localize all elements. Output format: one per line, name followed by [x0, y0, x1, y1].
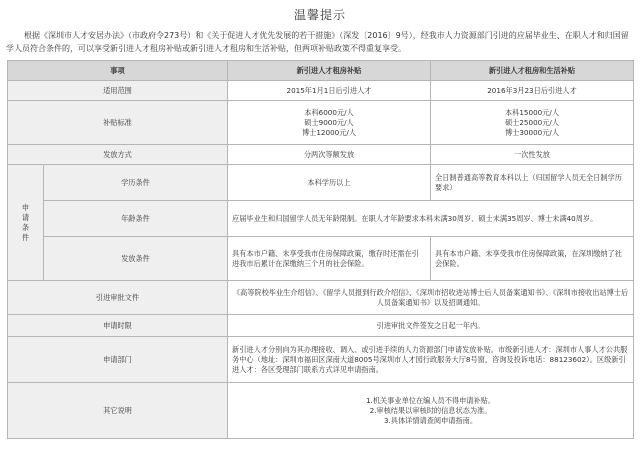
- method-rent-living: 一次性发放: [431, 145, 634, 165]
- row-label-dept: 申请部门: [8, 337, 228, 383]
- standard-rent-living-bachelor: 本科15000元/人: [504, 107, 560, 117]
- standard-rent-master: 硕士9000元/人: [304, 117, 354, 127]
- education-rent-living: 全日制普通高等教育本科以上（归国留学人员无全日制学历要求）: [431, 165, 634, 201]
- table-row-docs: [8, 281, 634, 315]
- row-label-issue: 发放条件: [44, 237, 228, 281]
- table-header-row: [8, 61, 634, 81]
- table-row-issue: [8, 237, 634, 281]
- row-label-docs: 引进审批文件: [8, 281, 228, 315]
- subsidy-table: [7, 60, 634, 439]
- other-item-1: 1.机关事业单位在编人员不得申请补贴。: [365, 395, 496, 405]
- scope-rent: 2015年1月1日后引进人才: [228, 81, 431, 101]
- other-item-2: 2.审核结果以审核时的信息状态为准。: [369, 405, 492, 415]
- header-rent-living-subsidy: 新引进人才租房和生活补贴: [431, 61, 634, 81]
- row-label-age: 年龄条件: [44, 201, 228, 237]
- other-item-3: 3.具体详情请查阅申请指南。: [383, 415, 478, 425]
- standard-rent: [228, 101, 431, 145]
- header-rent-subsidy: 新引进人才租房补贴: [228, 61, 431, 81]
- table-row-standard: [8, 101, 634, 145]
- method-rent: 分两次等额发放: [228, 145, 431, 165]
- issue-rent: 具有本市户籍、未享受我市住房保障政策，缴存时还需在引进我市后累计在深缴纳三个月的社会保险。: [228, 237, 431, 281]
- row-label-education: 学历条件: [44, 165, 228, 201]
- standard-rent-living: [431, 101, 634, 145]
- table-row-age: [8, 201, 634, 237]
- standard-rent-living-master: 硕士25000元/人: [504, 117, 560, 127]
- time-text: 引进审批文件签发之日起一年内。: [228, 315, 634, 337]
- row-label-other: 其它说明: [8, 383, 228, 439]
- education-rent: 本科学历以上: [228, 165, 431, 201]
- table-row-education: [8, 165, 634, 201]
- row-label-conditions: 申请条件: [8, 165, 44, 281]
- issue-rent-living: 具有本市户籍、未享受我市住房保障政策，在深圳缴纳了社会保险。: [431, 237, 634, 281]
- standard-rent-living-doctor: 博士30000元/人: [504, 127, 560, 137]
- standard-rent-doctor: 博士12000元/人: [301, 127, 357, 137]
- table-row-time: [8, 315, 634, 337]
- row-label-standard: 补贴标准: [8, 101, 228, 145]
- age-condition: 应届毕业生和归国留学人员无年龄限制。在职人才年龄要求本科未满30周岁、硕士未满35周岁、博士未满40周岁。: [228, 201, 634, 237]
- page-title: 温馨提示: [293, 8, 346, 22]
- header-item: 事项: [8, 61, 228, 81]
- table-row-scope: [8, 81, 634, 101]
- standard-rent-bachelor: 本科6000元/人: [304, 107, 354, 117]
- row-label-method: 发放方式: [8, 145, 228, 165]
- table-row-dept: [8, 337, 634, 383]
- scope-rent-living: 2016年3月23日后引进人才: [431, 81, 634, 101]
- table-row-method: [8, 145, 634, 165]
- dept-text: 新引进人才分别向为其办理接收、调入、或引进手续的人力资源部门申请发放补贴。市级新引进人才：深圳市人事人才公共服务中心（地址：深圳市福田区深南大道8005号深圳市人才园行政服务大厅8号窗，咨询及投诉电话：88123602）。区级新引进人才：各区受理部门联系方式详见申请指南。: [228, 337, 634, 383]
- table-row-other: [8, 383, 634, 439]
- row-label-scope: 适用范围: [8, 81, 228, 101]
- row-label-time: 申请时限: [8, 315, 228, 337]
- docs-text: 《高等院校毕业生介绍信》、《留学人员报到行政介绍信》、《深圳市招收进站博士后人员备案通知书》、《深圳市接收出站博士后人员备案通知书》以及招调通知。: [228, 281, 634, 315]
- other-list: [228, 383, 634, 439]
- intro-paragraph: 根据《深圳市人才安居办法》（市政府令273号）和《关于促进人才优先发展的若干措施》（深发〔2016〕9号），经我市人力资源部门引进的应届毕业生、在职人才和归国留学人员符合条件的，可以享受新引进人才租房补贴或新引进人才租房和生活补贴，但两项补贴政策不得重复享受。: [6, 31, 629, 53]
